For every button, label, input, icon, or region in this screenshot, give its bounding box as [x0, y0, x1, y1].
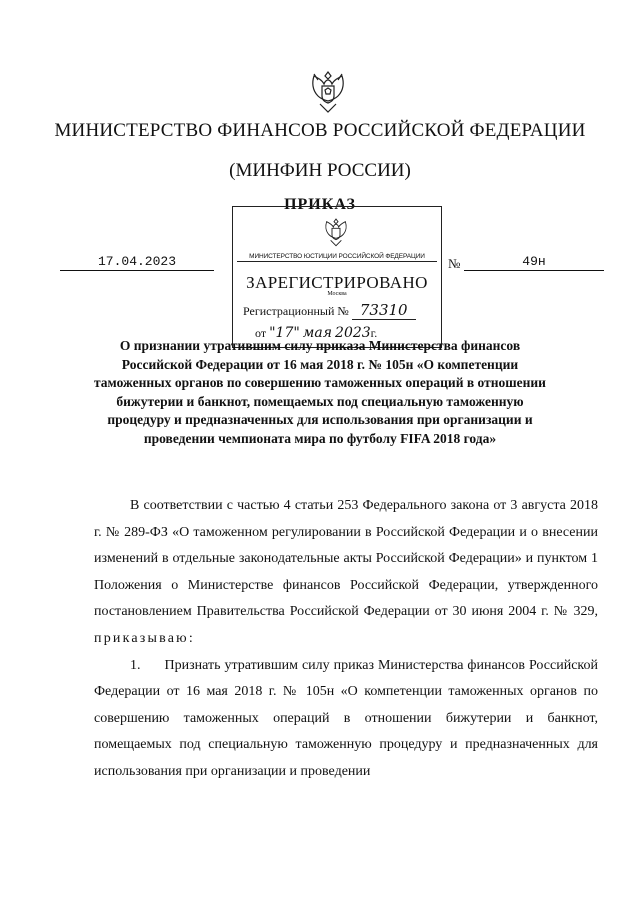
stamp-organization: МИНИСТЕРСТВО ЮСТИЦИИ РОССИЙСКОЙ ФЕДЕРАЦИИ	[233, 253, 441, 260]
order-directive: приказываю:	[94, 630, 195, 646]
stamp-registration-number	[243, 301, 416, 319]
order-number: 49н	[464, 254, 604, 271]
stamp-reg-label: Регистрационный №	[243, 304, 349, 318]
document-type: ПРИКАЗ	[284, 196, 356, 213]
stamp-date-year: 2023	[335, 325, 371, 341]
paragraph-item-1: 1. Признать утратившим силу приказ Министерства финансов Российской Федерации от 16 мая 2018 г. № 105н «О компетенции таможенных органов по совершению таможенных операций в отношении бижутерии и банкнот, помещаемых под специальную таможенную процедуру и предназначенных для использования при организации и проведении	[94, 657, 598, 779]
ministry-name: МИНИСТЕРСТВО ФИНАНСОВ РОССИЙСКОЙ ФЕДЕРАЦИИ	[54, 120, 586, 141]
stamp-registered: ЗАРЕГИСТРИРОВАНО	[246, 273, 428, 292]
document-body	[94, 493, 598, 786]
preamble-text: В соответствии с частью 4 статьи 253 Федерального закона от 3 августа 2018 г. № 289-ФЗ «О таможенном регулировании в Российской Федерации и о внесении изменений в отдельные законодательные акты Российской Федерации» и пунктом 1 Положения о Министерстве финансов Российской Федерации, утвержденного постановлением Правительства Российской Федерации от 30 июня 2004 г. № 329,	[94, 498, 598, 620]
stamp-city: Москва	[327, 291, 347, 297]
number-label: №	[448, 256, 461, 271]
stamp-date-suffix: г.	[370, 326, 378, 340]
paragraph-preamble	[94, 493, 598, 653]
stamp-date-day: "17"	[269, 325, 300, 341]
state-emblem-icon	[306, 66, 350, 114]
document-title: О признании утратившим силу приказа Министерства финансов Российской Федерации от 16 мая 2018 г. № 105н «О компетенции таможенных органов по совершению таможенных операций в отношении бижутерии и банкнот, помещаемых под специальную таможенную процедуру и предназначенных для использования при организации и проведении чемпионата мира по футболу FIFA 2018 года»	[94, 338, 546, 446]
ministry-short-name: (МИНФИН РОССИИ)	[229, 160, 411, 181]
stamp-emblem-icon	[321, 215, 351, 247]
registration-stamp	[232, 206, 442, 348]
stamp-date-prefix: от	[255, 326, 267, 340]
order-date: 17.04.2023	[60, 254, 214, 271]
stamp-date-month: мая	[302, 325, 333, 341]
stamp-reg-value: 73310	[352, 301, 416, 320]
